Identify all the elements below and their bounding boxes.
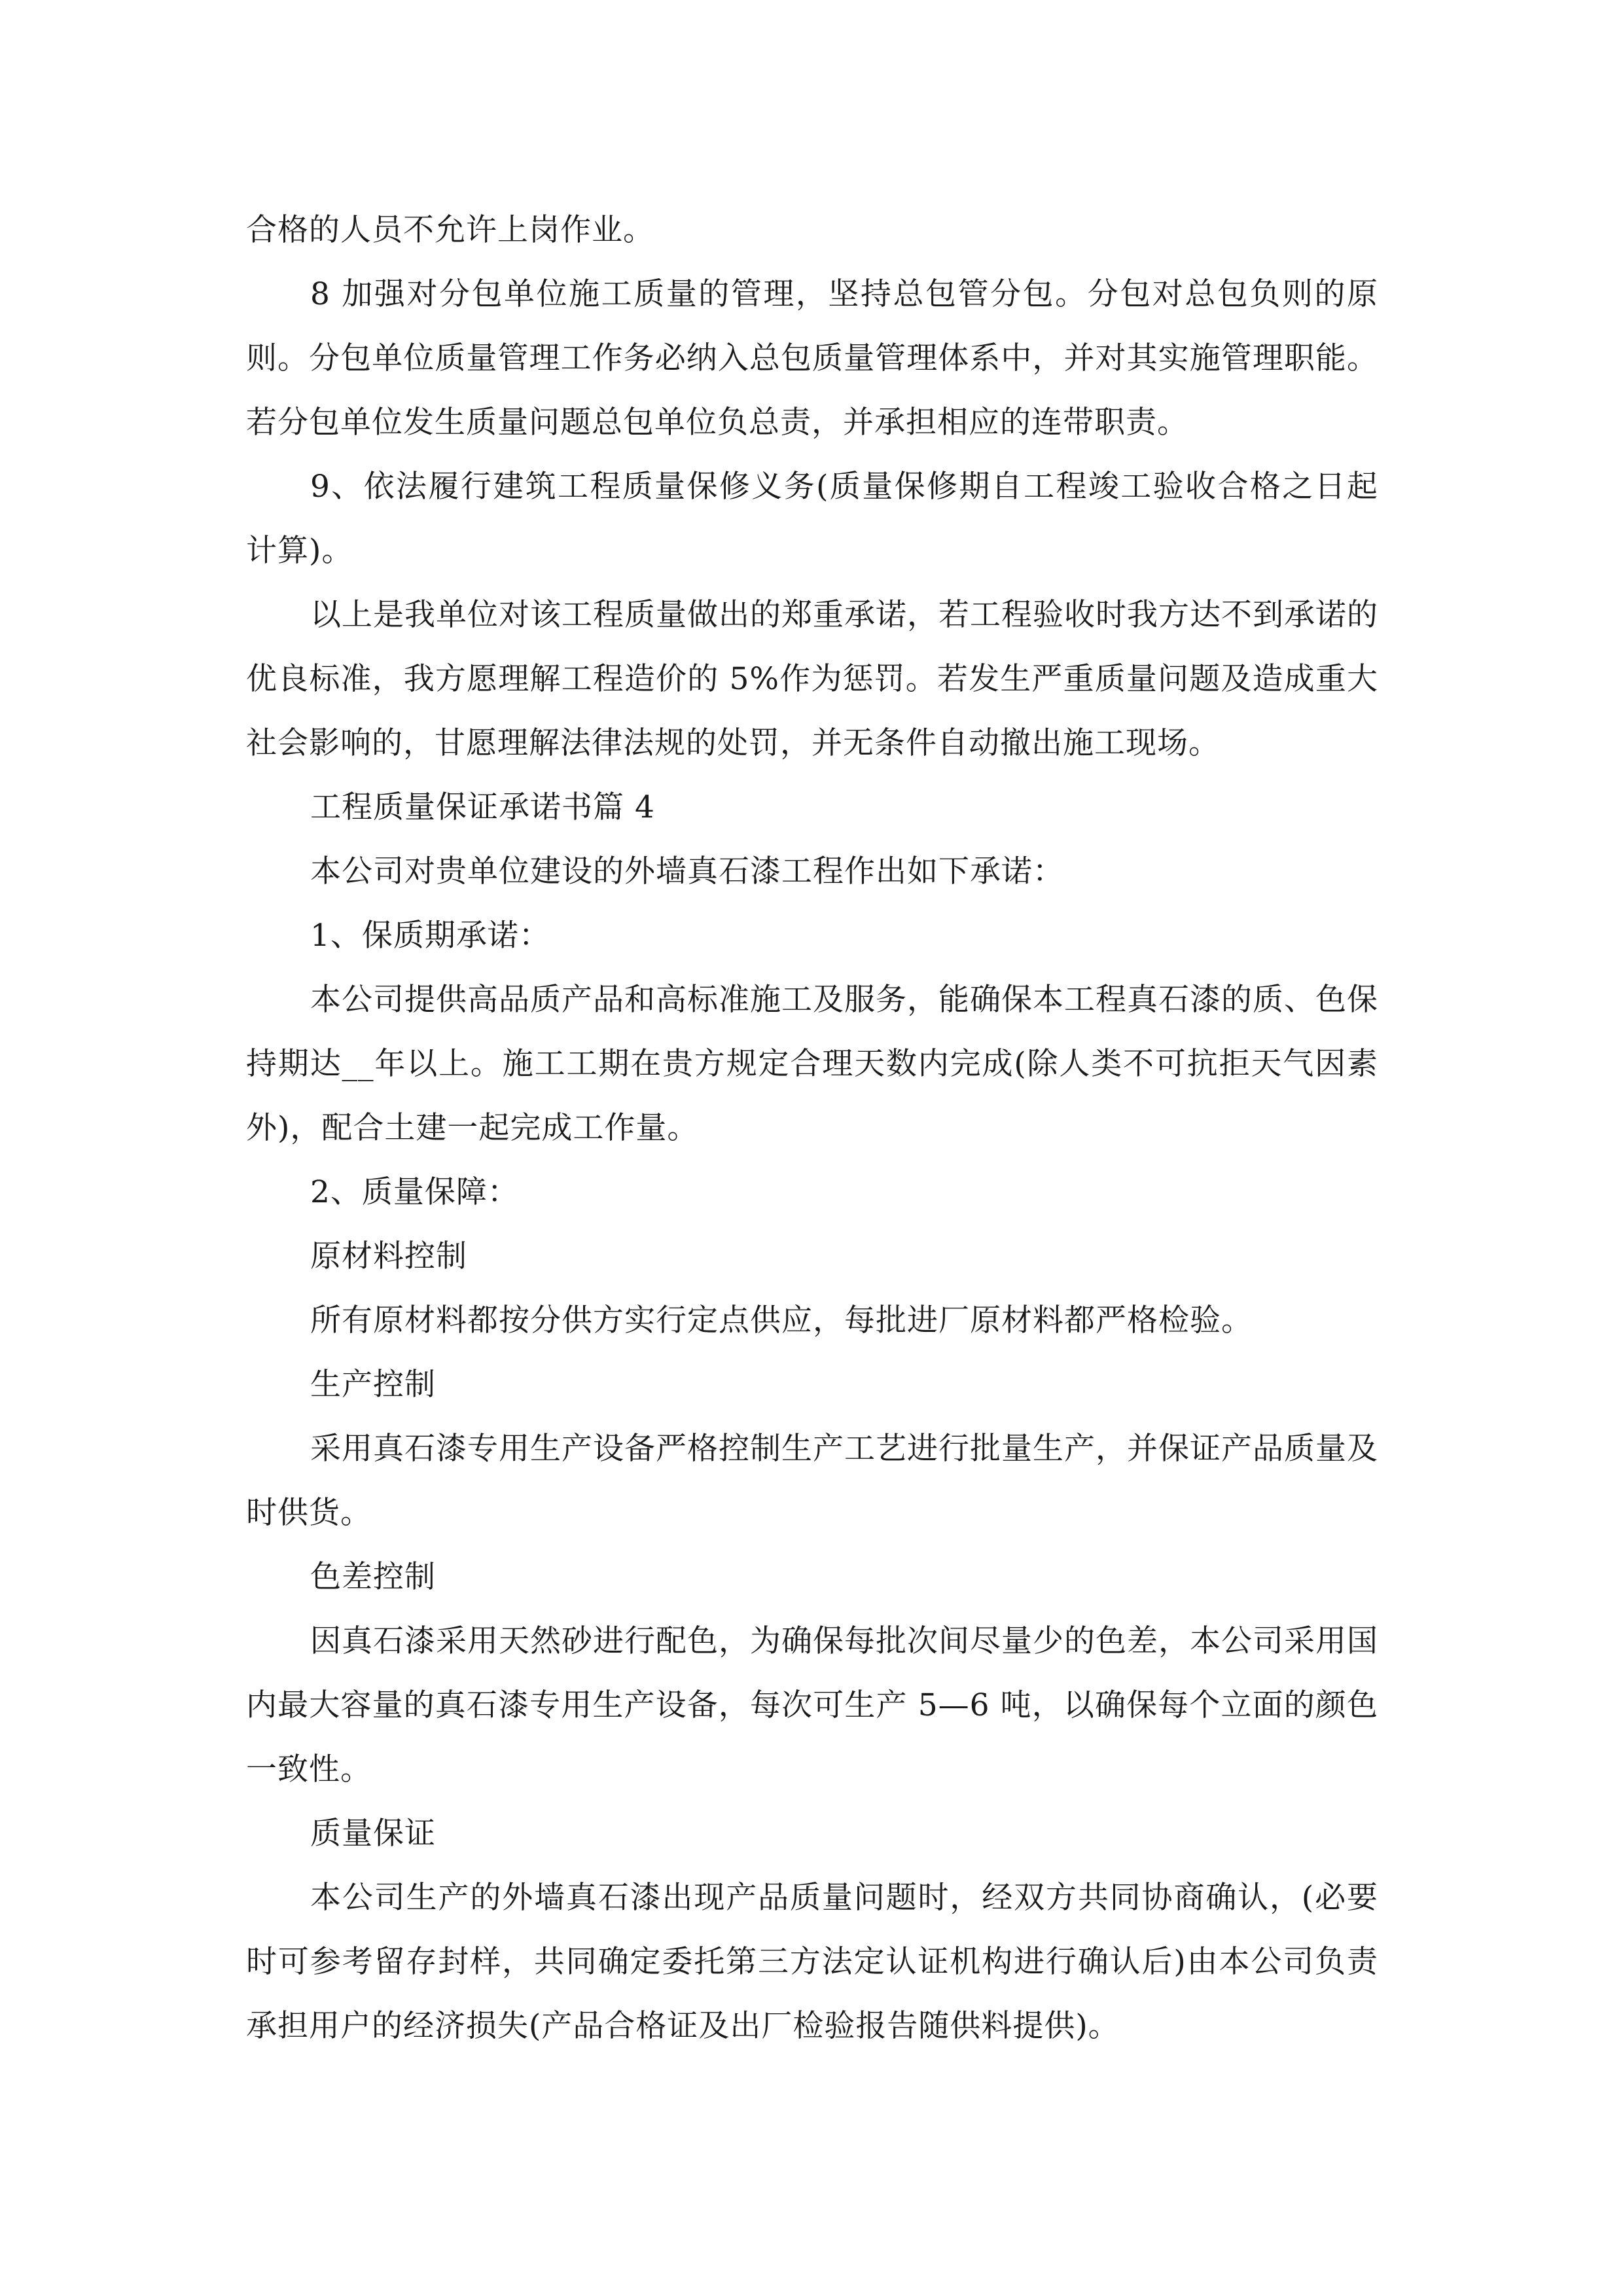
subheading-warranty: 1、保质期承诺：: [310, 918, 550, 954]
section-heading: 工程质量保证承诺书篇 4: [310, 789, 655, 825]
paragraph-raw-material: 所有原材料都按分供方实行定点供应，每批进厂原材料都严格检验。: [310, 1302, 1253, 1338]
paragraph-item-9: 9、依法履行建筑工程质量保修义务(质量保修期自工程竣工验收合格之日起计算)。: [246, 469, 1378, 569]
paragraph-item-8: 8 加强对分包单位施工质量的管理，坚持总包管分包。分包对总包负则的原则。分包单位质量管理工作务必纳入总包质量管理体系中，并对其实施管理职能。若分包单位发生质量问题总包单位负总责，并承担相应的连带职责。: [246, 276, 1378, 440]
paragraph-commitment-summary: 以上是我单位对该工程质量做出的郑重承诺，若工程验收时我方达不到承诺的优良标准，我方愿理解工程造价的 5%作为惩罚。若发生严重质量问题及造成重大社会影响的，甘愿理解法律法规的处罚，并无条件自动撤出施工现场。: [246, 597, 1378, 761]
subheading-raw-material: 原材料控制: [310, 1238, 467, 1274]
paragraph-warranty: 本公司提供高品质产品和高标准施工及服务，能确保本工程真石漆的质、色保持期达__年以上。施工工期在贵方规定合理天数内完成(除人类不可抗拒天气因素外)，配合土建一起完成工作量。: [246, 982, 1378, 1146]
subheading-production: 生产控制: [310, 1367, 436, 1403]
paragraph-color-difference: 因真石漆采用天然砂进行配色，为确保每批次间尽量少的色差，本公司采用国内最大容量的真石漆专用生产设备，每次可生产 5—6 吨，以确保每个立面的颜色一致性。: [246, 1623, 1378, 1787]
subheading-color-difference: 色差控制: [310, 1559, 436, 1595]
subheading-quality-guarantee: 质量保证: [310, 1816, 436, 1852]
paragraph-intro: 本公司对贵单位建设的外墙真石漆工程作出如下承诺：: [310, 853, 1064, 889]
subheading-quality-assurance: 2、质量保障：: [310, 1174, 519, 1210]
paragraph-quality-guarantee: 本公司生产的外墙真石漆出现产品质量问题时，经双方共同协商确认，(必要时可参考留存封样，共同确定委托第三方法定认证机构进行确认后)由本公司负责承担用户的经济损失(产品合格证及出厂检验报告随供料提供)。: [246, 1880, 1378, 2044]
paragraph-production: 采用真石漆专用生产设备严格控制生产工艺进行批量生产，并保证产品质量及时供货。: [246, 1431, 1378, 1531]
paragraph-continuation: 合格的人员不允许上岗作业。: [246, 212, 654, 248]
document-body: [246, 198, 1378, 2058]
